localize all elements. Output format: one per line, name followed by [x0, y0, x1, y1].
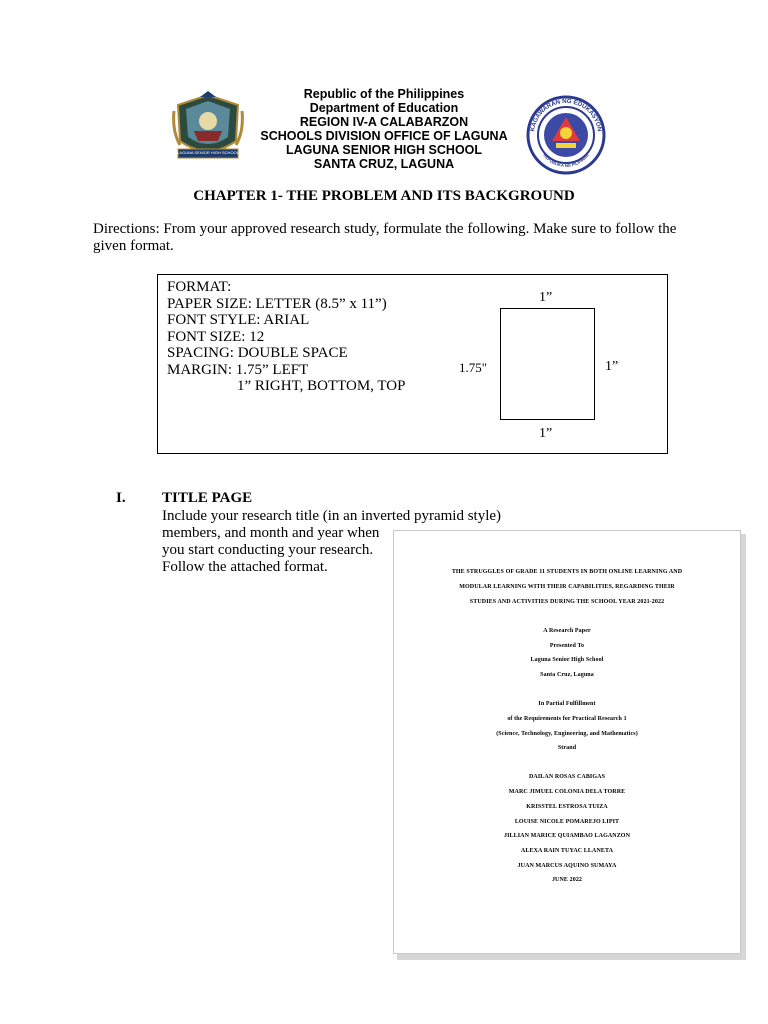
sample-page-line: In Partial Fulfillment: [538, 701, 596, 707]
format-spec-line: FONT SIZE: 12: [167, 328, 265, 345]
format-spec-line: SPACING: DOUBLE SPACE: [167, 345, 348, 361]
directions-text: Directions: From your approved research study, formulate the following. Make sure to follow the given format.: [93, 221, 677, 254]
sample-page-line: DAILAN ROSAS CABIGAS: [528, 774, 605, 780]
section-body-line: members, and month and year when: [162, 525, 380, 541]
format-spec-line: FORMAT:: [167, 279, 232, 295]
page-margin-diagram: [500, 308, 595, 420]
format-spec-line: FONT STYLE: ARIAL: [167, 312, 310, 328]
format-spec-line-indented: 1” RIGHT, BOTTOM, TOP: [237, 378, 406, 394]
svg-text:REPUBLIKA NG PILIPINAS: REPUBLIKA NG PILIPINAS: [542, 152, 590, 169]
chapter-title: CHAPTER 1- THE PROBLEM AND ITS BACKGROUND: [193, 188, 575, 204]
sample-page-line: STUDIES AND ACTIVITIES DURING THE SCHOOL YEAR 2021-2022: [469, 599, 665, 605]
margin-top-label: 1”: [539, 290, 553, 305]
format-spec-list: [167, 279, 405, 395]
sample-page-line: JUNE 2022: [551, 877, 583, 883]
letterhead-line: LAGUNA SENIOR HIGH SCHOOL: [285, 143, 483, 157]
sample-page-line: MARC JIMUEL COLONIA DELA TORRE: [508, 789, 626, 795]
section-body-line: you start conducting your research.: [162, 542, 374, 558]
sample-page-line: (Science, Technology, Engineering, and Mathematics): [496, 731, 638, 737]
sample-page-line: KRISSTEL ESTROSA TUIZA: [526, 804, 608, 810]
sample-page-line: LOUISE NICOLE POMAREJO LIPIT: [514, 819, 620, 825]
margin-left-label: 1.75": [459, 360, 488, 375]
sample-page-line: Strand: [557, 745, 577, 751]
letterhead-line: SANTA CRUZ, LAGUNA: [313, 157, 455, 171]
section-body-line: Follow the attached format.: [162, 559, 328, 575]
letterhead-line: Republic of the Philippines: [303, 87, 465, 101]
letterhead-line: Department of Education: [309, 101, 459, 115]
sample-page-line: JUAN MARCUS AQUINO SUMAYA: [517, 863, 617, 869]
sample-page-line: ALEXA RAIN TUYAC LLANETA: [520, 848, 614, 854]
sample-page-line: MODULAR LEARNING WITH THEIR CAPABILITIES, REGARDING THEIR: [459, 584, 675, 590]
sample-page-line: JILLIAN MARICE QUIAMBAO LAGANZON: [503, 833, 631, 839]
section-number: I.: [116, 490, 126, 506]
section-title: TITLE PAGE: [162, 490, 253, 506]
sample-page-line: A Research Paper: [543, 628, 591, 634]
section-body-line: Include your research title (in an inverted pyramid style): [162, 508, 502, 524]
sample-page-line: of the Requirements for Practical Research 1: [507, 716, 627, 722]
school-seal-logo-text: LAGUNA SENIOR HIGH SCHOOL: [177, 150, 239, 155]
margin-right-label: 1”: [605, 359, 619, 374]
sample-page-line: THE STRUGGLES OF GRADE 11 STUDENTS IN BOTH ONLINE LEARNING AND: [451, 569, 683, 575]
sample-page-line: Santa Cruz, Laguna: [540, 672, 594, 678]
sample-page-line: Presented To: [549, 643, 585, 649]
format-spec-line: PAPER SIZE: LETTER (8.5” x 11”): [167, 295, 387, 312]
svg-text:KAGAWARAN NG EDUKASYON: KAGAWARAN NG EDUKASYON: [529, 97, 603, 132]
format-spec-line: MARGIN: 1.75” LEFT: [167, 361, 309, 378]
letterhead-line: REGION IV-A CALABARZON: [299, 115, 469, 129]
sample-title-page: [393, 530, 741, 954]
letterhead-line: SCHOOLS DIVISION OFFICE OF LAGUNA: [260, 129, 508, 143]
deped-seal-ring-text: [526, 95, 606, 175]
sample-page-line: Laguna Senior High School: [530, 657, 604, 663]
letterhead: [256, 87, 512, 171]
margin-bottom-label: 1”: [539, 426, 553, 441]
